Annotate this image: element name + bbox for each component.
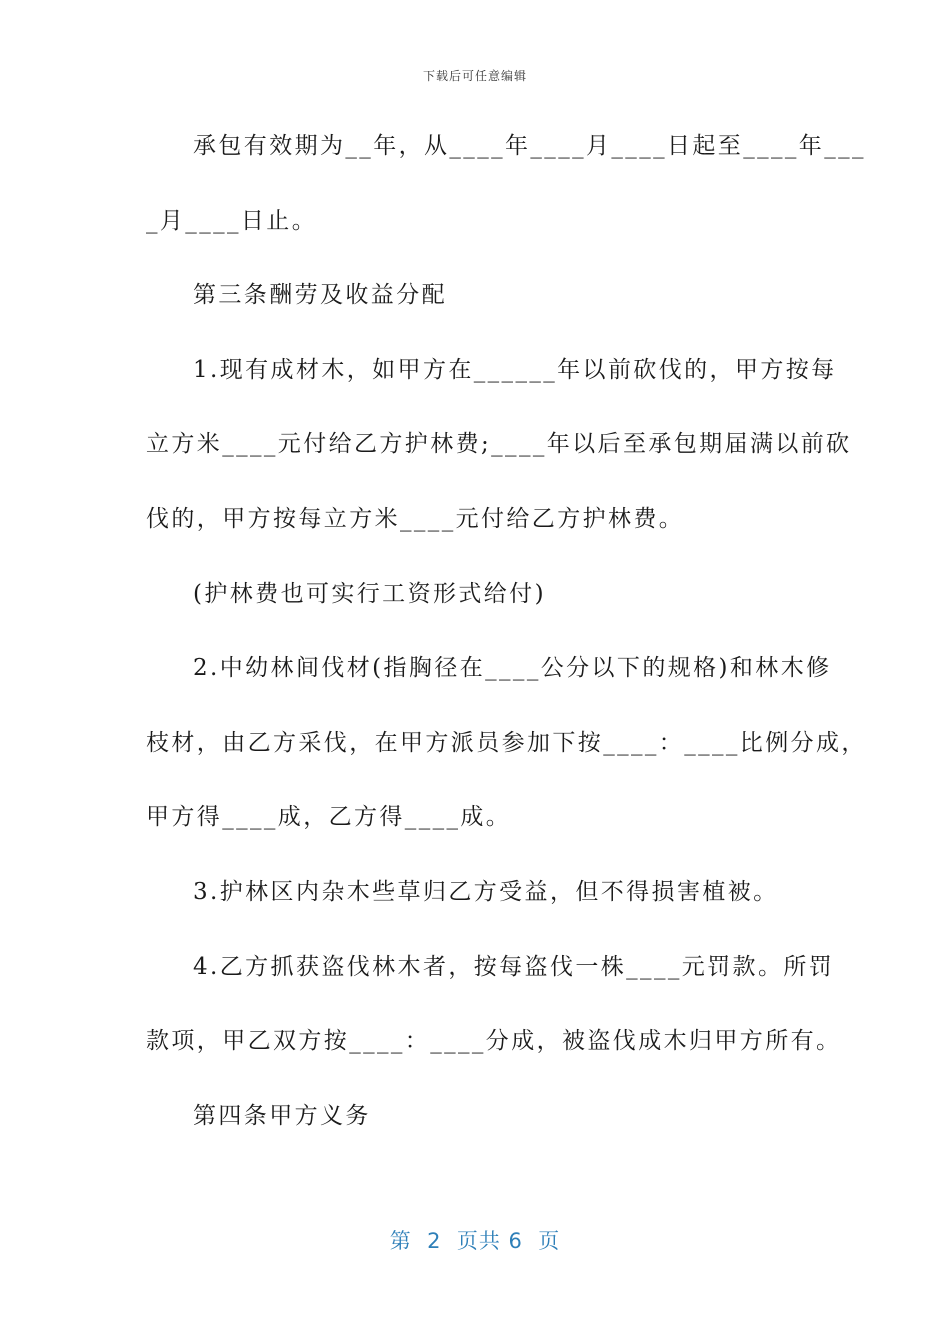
paragraph-line: 1.现有成材木，如甲方在______年以前砍伐的，甲方按每 [193,356,837,383]
paragraph-line: 立方米____元付给乙方护林费;____年以后至承包期届满以前砍 [146,431,852,458]
paragraph-line: 4.乙方抓获盗伐林木者，按每盗伐一株____元罚款。所罚 [193,953,835,980]
paragraph-line: 甲方得____成，乙方得____成。 [146,804,512,831]
section-heading: 第四条甲方义务 [193,1102,371,1129]
page-header: 下载后可任意编辑 [422,69,527,83]
page-number-footer: 第 2 页共 6 页 [389,1229,561,1253]
document-body [146,121,867,1165]
paragraph-line: 伐的，甲方按每立方米____元付给乙方护林费。 [146,505,685,532]
paragraph-line: 3.护林区内杂木些草归乙方受益，但不得损害植被。 [193,878,779,905]
paragraph-line: (护林费也可实行工资形式给付) [193,580,546,607]
paragraph-line: 枝材，由乙方采伐，在甲方派员参加下按____：____比例分成， [146,729,867,756]
section-heading: 第三条酬劳及收益分配 [193,282,447,309]
paragraph-line: 2.中幼林间伐材(指胸径在____公分以下的规格)和林木修 [193,655,832,682]
paragraph-line: _月____日止。 [146,207,318,234]
paragraph-line: 承包有效期为__年，从____年____月____日起至____年___ [193,133,866,159]
paragraph-line: 款项，甲乙双方按____：____分成，被盗伐成木归甲方所有。 [146,1028,842,1055]
